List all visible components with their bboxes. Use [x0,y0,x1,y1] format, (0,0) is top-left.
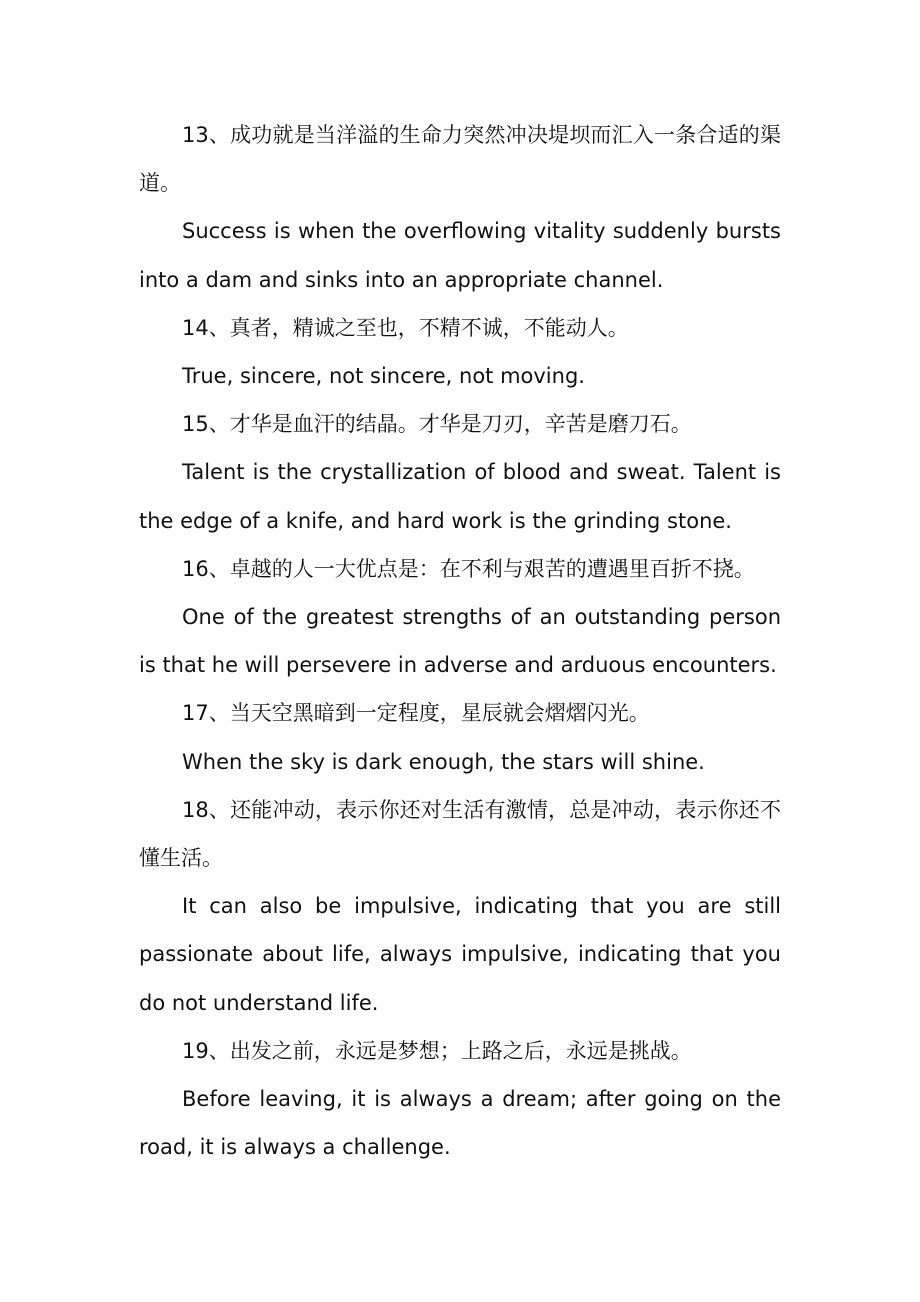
quote-19-english: Before leaving, it is always a dream; after going on the road, it is always a challenge. [139,1087,781,1160]
quote-13-chinese: 13、成功就是当洋溢的生命力突然冲决堤坝而汇入一条合适的渠道。 [139,123,781,196]
quote-18-english: It can also be impulsive, indicating that you are still passionate about life, always impulsive, indicating that you do not understand life. [139,894,781,1015]
quote-15-english: Talent is the crystallization of blood and sweat. Talent is the edge of a knife, and hard work is the grinding stone. [139,460,781,533]
quote-17-chinese: 17、当天空黑暗到一定程度，星辰就会熠熠闪光。 [182,701,650,726]
quote-19-chinese: 19、出发之前，永远是梦想；上路之后，永远是挑战。 [182,1038,692,1063]
document-page [139,111,781,1171]
quote-16-english: One of the greatest strengths of an outstanding person is that he will persevere in adverse and arduous encounters. [139,605,781,678]
quote-18-chinese: 18、还能冲动，表示你还对生活有激情，总是冲动，表示你还不懂生活。 [139,797,781,871]
quote-14-chinese: 14、真者，精诚之至也，不精不诚，不能动人。 [182,315,629,340]
quote-13-english: Success is when the overflowing vitality suddenly bursts into a dam and sinks into an appropriate channel. [139,219,781,292]
quote-15-chinese: 15、才华是血汗的结晶。才华是刀刃，辛苦是磨刀石。 [182,412,692,437]
quote-14-english: True, sincere, not sincere, not moving. [182,364,585,389]
quote-16-chinese: 16、卓越的人一大优点是：在不利与艰苦的遭遇里百折不挠。 [182,556,755,581]
quote-17-english: When the sky is dark enough, the stars will shine. [182,749,705,774]
